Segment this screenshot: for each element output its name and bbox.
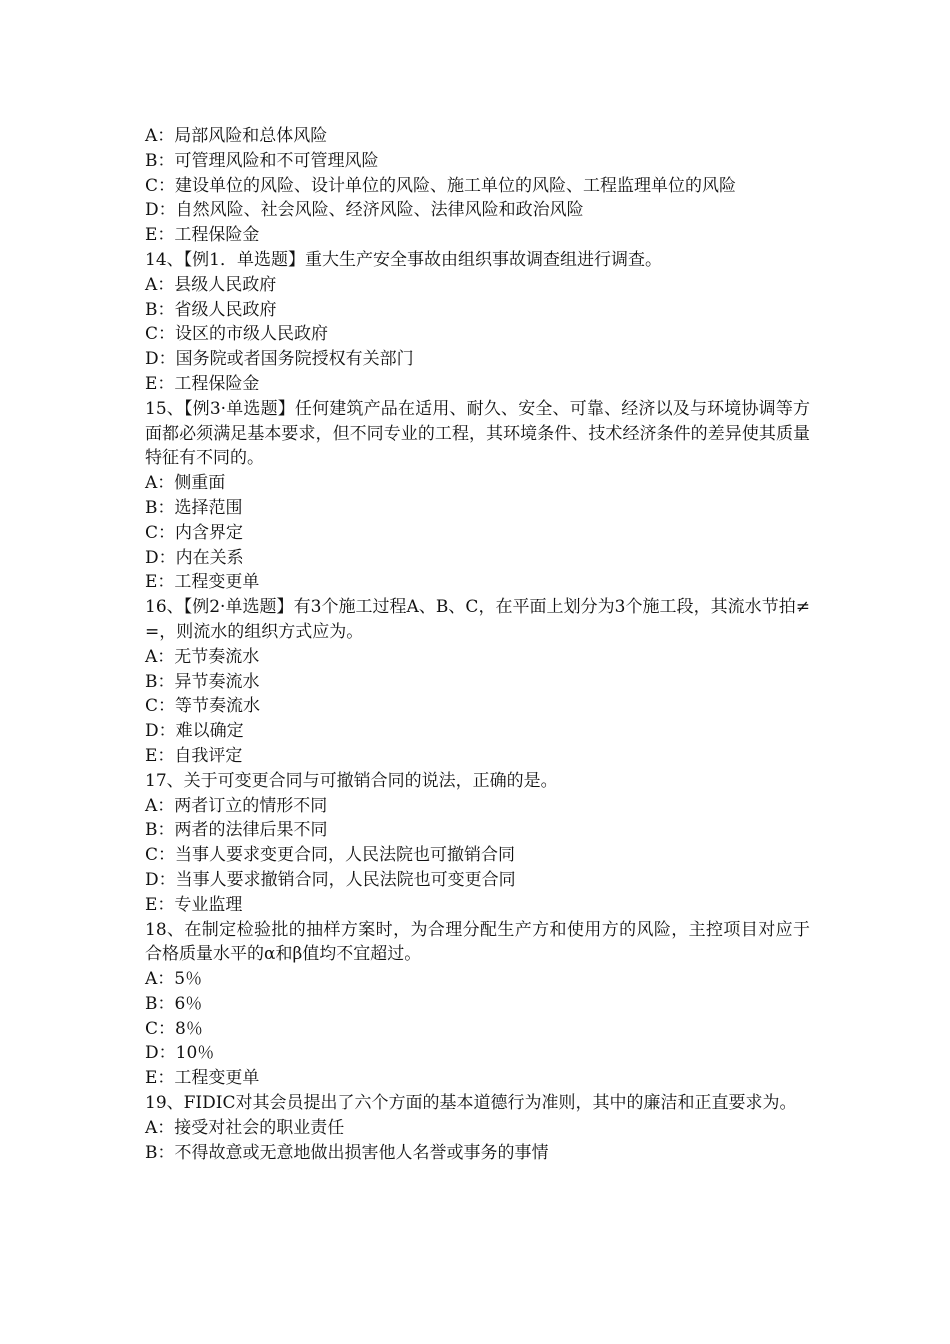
option-line: B：异节奏流水 <box>145 671 260 692</box>
question-14: 14、【例1．单选题】重大生产安全事故由组织事故调查组进行调查。 <box>145 249 662 270</box>
document-body <box>145 124 810 1165</box>
question-17: 17、关于可变更合同与可撤销合同的说法，正确的是。 <box>145 770 558 791</box>
option-line: C：建设单位的风险、设计单位的风险、施工单位的风险、工程监理单位的风险 <box>145 175 737 196</box>
option-line: A：无节奏流水 <box>145 646 260 667</box>
option-line: E：专业监理 <box>145 894 243 915</box>
option-line: D：内在关系 <box>145 547 244 568</box>
option-line: E：工程保险金 <box>145 225 260 246</box>
option-line: D：难以确定 <box>145 721 244 742</box>
option-line: B：两者的法律后果不同 <box>145 820 328 841</box>
question-15: 15、【例3·单选题】任何建筑产品在适用、耐久、安全、可靠、经济以及与环境协调等方面都必须满足基本要求，但不同专业的工程，其环境条件、技术经济条件的差异使其质量特征有不同的。 <box>145 398 810 469</box>
question-16: 16、【例2·单选题】有3个施工过程A、B、C，在平面上划分为3个施工段，其流水节拍≠=，则流水的组织方式应为。 <box>145 597 810 642</box>
option-line: B：省级人民政府 <box>145 299 277 320</box>
option-line: A：侧重面 <box>145 473 226 494</box>
option-line: E：工程变更单 <box>145 572 260 593</box>
option-line: A：两者订立的情形不同 <box>145 795 328 816</box>
question-18: 18、在制定检验批的抽样方案时，为合理分配生产方和使用方的风险，主控项目对应于合格质量水平的α和β值均不宜超过。 <box>145 919 810 965</box>
option-line: C：内含界定 <box>145 522 244 543</box>
option-line: B：可管理风险和不可管理风险 <box>145 150 379 171</box>
question-19: 19、FIDIC对其会员提出了六个方面的基本道德行为准则，其中的廉洁和正直要求为。 <box>145 1093 797 1114</box>
option-line: B：选择范围 <box>145 497 243 518</box>
option-line: E：工程变更单 <box>145 1068 260 1089</box>
option-line: C：当事人要求变更合同，人民法院也可撤销合同 <box>145 845 516 866</box>
option-line: D：10％ <box>145 1043 215 1064</box>
option-line: A：5％ <box>145 969 203 990</box>
option-line: D：自然风险、社会风险、经济风险、法律风险和政治风险 <box>145 200 584 221</box>
option-line: A：局部风险和总体风险 <box>145 126 328 146</box>
option-line: C：等节奏流水 <box>145 696 261 717</box>
option-line: A：县级人民政府 <box>145 274 277 295</box>
option-line: E：自我评定 <box>145 745 243 766</box>
option-line: B：6％ <box>145 993 203 1014</box>
option-line: D：国务院或者国务院授权有关部门 <box>145 349 414 370</box>
option-line: D：当事人要求撤销合同，人民法院也可变更合同 <box>145 869 516 890</box>
option-line: C：设区的市级人民政府 <box>145 324 329 345</box>
option-line: A：接受对社会的职业责任 <box>145 1117 345 1138</box>
option-line: E：工程保险金 <box>145 373 260 394</box>
option-line: B：不得故意或无意地做出损害他人名誉或事务的事情 <box>145 1142 549 1163</box>
option-line: C：8％ <box>145 1018 203 1039</box>
